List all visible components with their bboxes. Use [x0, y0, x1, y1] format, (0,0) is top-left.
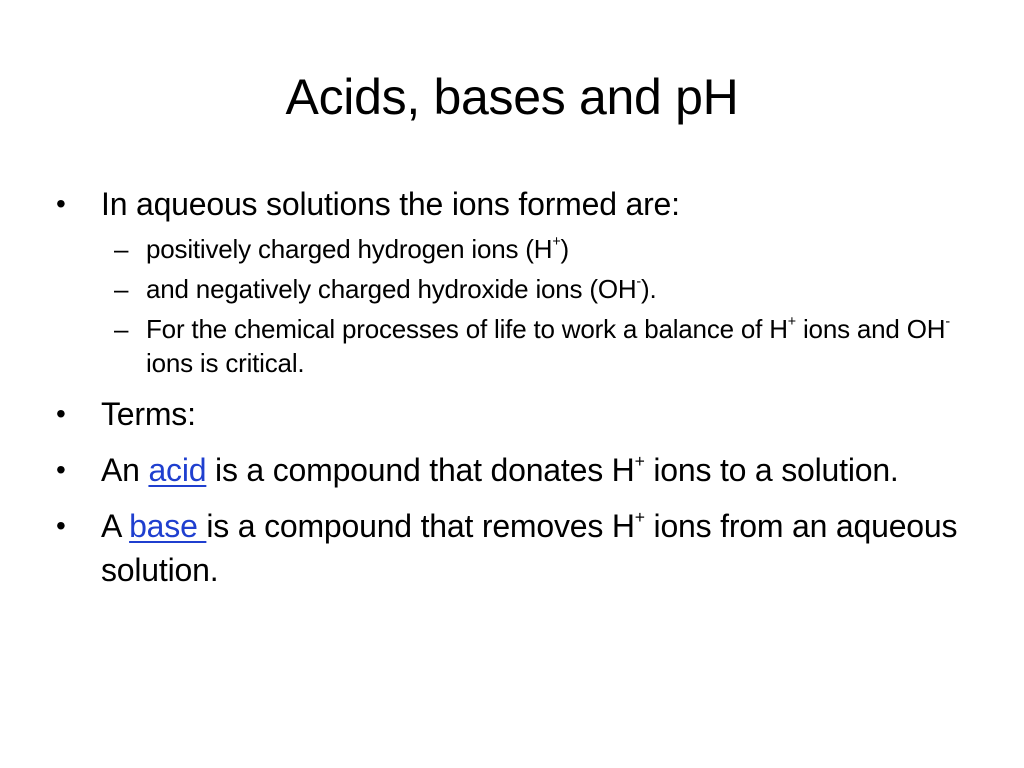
- bullet-item-terms: [56, 392, 976, 436]
- superscript-minus: -: [636, 274, 641, 291]
- sub-item-text: ions and OH: [795, 314, 946, 344]
- acid-link[interactable]: acid: [148, 452, 207, 488]
- sub-item-text: ): [560, 234, 569, 264]
- bullet-text: is a compound that donates H: [206, 452, 635, 488]
- base-link[interactable]: base: [129, 508, 207, 544]
- bullet-icon: •: [56, 188, 66, 219]
- bullet-text: An: [101, 452, 149, 488]
- bullet-text: In aqueous solutions the ions formed are:: [101, 186, 680, 222]
- bullet-item-aqueous-ions: [56, 182, 976, 226]
- sub-item-balance-critical: [56, 312, 976, 380]
- superscript-plus: +: [787, 314, 796, 331]
- sub-item-text: and negatively charged hydroxide ions (OH: [146, 274, 637, 304]
- superscript-plus: +: [552, 234, 561, 251]
- sub-item-hydroxide-ions: [56, 272, 976, 306]
- superscript-plus: +: [634, 450, 645, 471]
- dash-icon: –: [114, 274, 129, 304]
- bullet-text: ions to a solution.: [644, 452, 899, 488]
- bullet-item-base-definition: [56, 504, 976, 592]
- slide-body: [56, 182, 976, 592]
- bullet-icon: •: [56, 510, 66, 541]
- sub-item-text: positively charged hydrogen ions (H: [146, 234, 553, 264]
- bullet-text: is a compound that removes H: [206, 508, 635, 544]
- sub-item-text: For the chemical processes of life to work a balance of H: [146, 314, 788, 344]
- sub-item-text: ions is critical.: [146, 348, 305, 378]
- bullet-icon: •: [56, 398, 66, 429]
- superscript-minus: -: [945, 314, 950, 331]
- bullet-item-acid-definition: [56, 448, 976, 492]
- bullet-text: ions from an aqueous solution.: [101, 508, 958, 588]
- bullet-text: Terms:: [101, 396, 196, 432]
- sub-item-text: ).: [640, 274, 657, 304]
- bullet-icon: •: [56, 454, 66, 485]
- bullet-text: A: [101, 508, 130, 544]
- superscript-plus: +: [634, 506, 645, 527]
- sub-item-hydrogen-ions: [56, 232, 976, 266]
- slide-title: Acids, bases and pH: [285, 69, 739, 125]
- dash-icon: –: [114, 234, 129, 264]
- dash-icon: –: [114, 314, 129, 344]
